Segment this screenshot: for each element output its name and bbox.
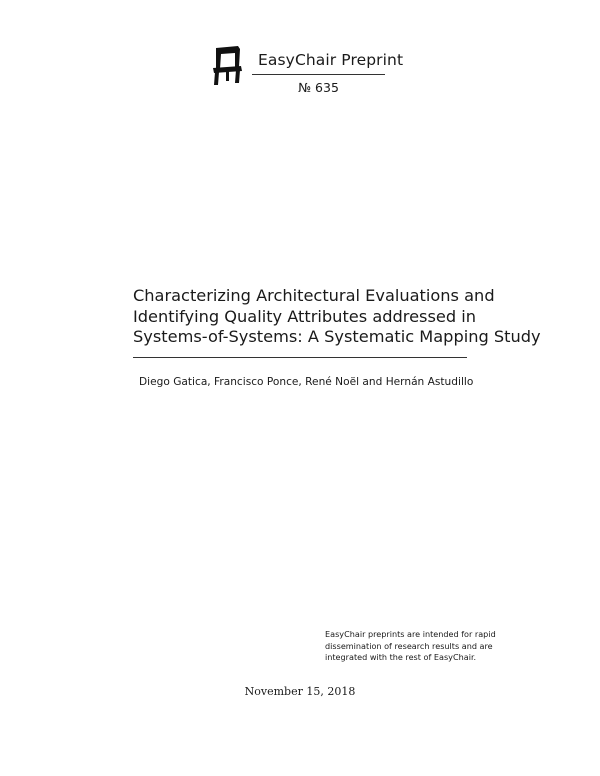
publication-date: November 15, 2018 <box>244 685 356 698</box>
paper-title <box>133 286 541 348</box>
preprint-note-line-1: EasyChair preprints are intended for rapid <box>325 629 496 639</box>
brand-divider <box>252 74 385 75</box>
paper-title-line-3: Systems-of-Systems: A Systematic Mapping Study <box>133 327 541 346</box>
easychair-logo-icon <box>210 45 244 87</box>
brand-title: EasyChair Preprint <box>258 51 404 69</box>
paper-authors: Diego Gatica, Francisco Ponce, René Noël and Hernán Astudillo <box>139 376 474 388</box>
preprint-note-line-2: dissemination of research results and are <box>325 640 493 651</box>
paper-title-line-2: Identifying Quality Attributes addressed in <box>133 306 477 326</box>
preprint-note <box>325 629 505 664</box>
title-divider <box>133 357 467 358</box>
paper-title-line-1: Characterizing Architectural Evaluations and <box>133 286 495 305</box>
preprint-number: № 635 <box>298 80 339 95</box>
preprint-note-line-3: integrated with the rest of EasyChair. <box>325 652 477 662</box>
